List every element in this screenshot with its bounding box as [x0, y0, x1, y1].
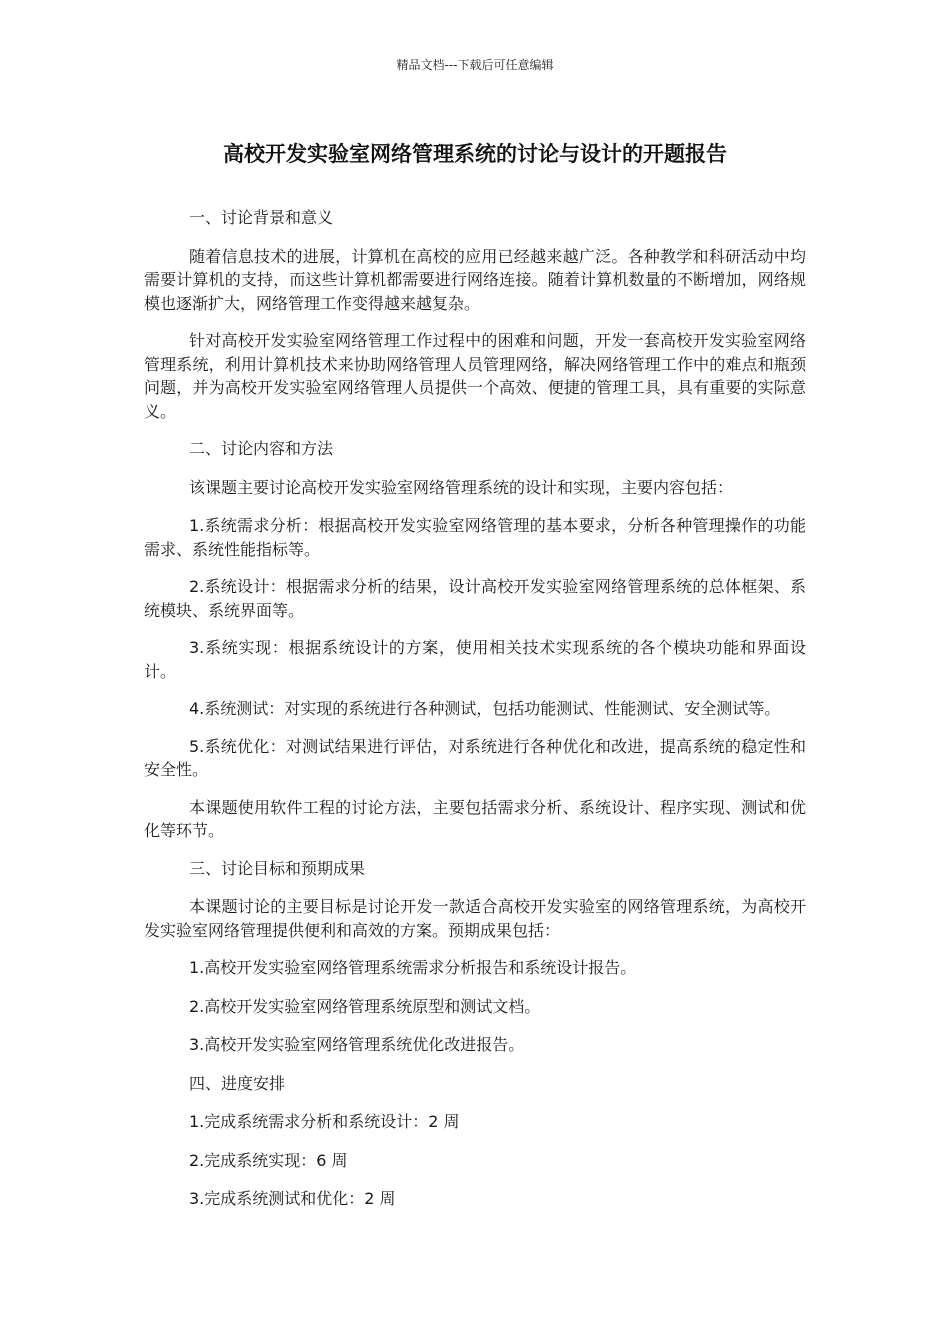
section-heading-content-method: 二、讨论内容和方法	[189, 439, 334, 458]
list-item-requirements: 1.系统需求分析：根据高校开发实验室网络管理的基本要求，分析各种管理操作的功能需求、系统性能指标等。	[144, 516, 806, 559]
section-heading-schedule: 四、进度安排	[189, 1073, 286, 1093]
document-title: 高校开发实验室网络管理系统的讨论与设计的开题报告	[223, 142, 727, 166]
paragraph-goals: 本课题讨论的主要目标是讨论开发一款适合高校开发实验室的网络管理系统，为高校开发实验室网络管理提供便利和高效的方案。预期成果包括：	[144, 897, 806, 940]
paragraph-background: 随着信息技术的进展，计算机在高校的应用已经越来越广泛。各种教学和科研活动中均需要计算机的支持，而这些计算机都需要进行网络连接。随着计算机数量的不断增加，网络规模也逐渐扩大，网络管理工作变得越来越复杂。	[144, 246, 806, 313]
list-item-outcome-report: 1.高校开发实验室网络管理系统需求分析报告和系统设计报告。	[189, 958, 637, 977]
section-heading-background: 一、讨论背景和意义	[189, 208, 334, 227]
schedule-item-testing: 3.完成系统测试和优化：2 周	[189, 1189, 396, 1208]
section-heading-goals: 三、讨论目标和预期成果	[189, 858, 366, 878]
schedule-item-analysis: 1.完成系统需求分析和系统设计：2 周	[189, 1112, 460, 1131]
list-item-design: 2.系统设计：根据需求分析的结果，设计高校开发实验室网络管理系统的总体框架、系统模块、系统界面等。	[144, 577, 806, 620]
paragraph-significance: 针对高校开发实验室网络管理工作过程中的困难和问题，开发一套高校开发实验室网络管理系统，利用计算机技术来协助网络管理人员管理网络，解决网络管理工作中的难点和瓶颈问题，并为高校开发实验室网络管理人员提供一个高效、便捷的管理工具，具有重要的实际意义。	[144, 331, 806, 421]
list-item-optimization: 5.系统优化：对测试结果进行评估，对系统进行各种优化和改进，提高系统的稳定性和安全性。	[144, 736, 806, 779]
list-item-implementation: 3.系统实现：根据系统设计的方案，使用相关技术实现系统的各个模块功能和界面设计。	[144, 638, 806, 681]
list-item-outcome-prototype: 2.高校开发实验室网络管理系统原型和测试文档。	[189, 996, 541, 1016]
paragraph-content-intro: 该课题主要讨论高校开发实验室网络管理系统的设计和实现，主要内容包括：	[189, 477, 734, 497]
document-body	[144, 206, 806, 1226]
list-item-outcome-optimization: 3.高校开发实验室网络管理系统优化改进报告。	[189, 1035, 525, 1054]
page-header: 精品文档---下载后可任意编辑	[396, 58, 554, 72]
schedule-item-implementation: 2.完成系统实现：6 周	[189, 1150, 348, 1170]
list-item-testing: 4.系统测试：对实现的系统进行各种测试，包括功能测试、性能测试、安全测试等。	[189, 699, 781, 718]
paragraph-method: 本课题使用软件工程的讨论方法，主要包括需求分析、系统设计、程序实现、测试和优化等环节。	[144, 797, 806, 840]
